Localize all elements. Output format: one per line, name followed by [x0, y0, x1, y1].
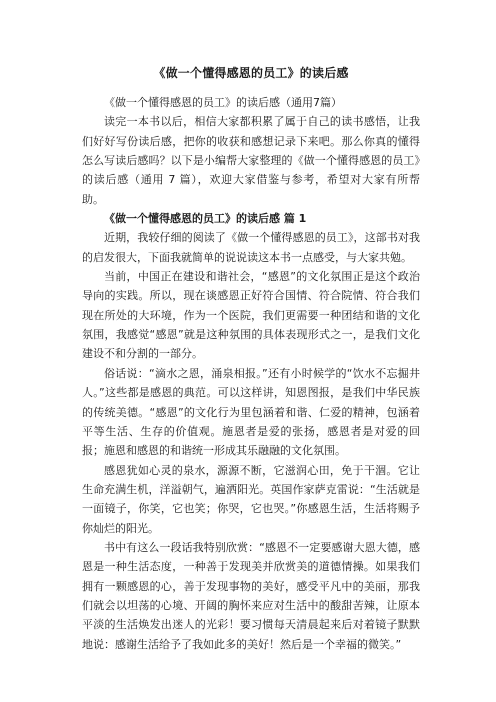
document-title: 《做一个懂得感恩的员工》的读后感 [153, 66, 349, 80]
body-paragraph: 当前，中国正在建设和谐社会，“感恩”的文化氛围正是这个政治导向的实践。所以，现在谈感恩正好符合国情、符合院情、符合我们现在所处的大环境，作为一个医院，我们更需要一种团结和谐的文化氛围，我感觉“感恩”就是这种氛围的具体表现形式之一，是我们文化建设不和分割的一部分。 [82, 270, 420, 361]
body-paragraph: 书中有这么一段话我特别欣赏：“感恩不一定要感谢大恩大德，感恩是一种生活态度，一种善于发现美并欣赏美的道德情操。如果我们拥有一颗感恩的心，善于发现事物的美好，感受平凡中的美丽，那我们就会以坦荡的心境、开阔的胸怀来应对生活中的酸甜苦辣，让原本平淡的生活焕发出迷人的光彩！要习惯每天清晨起来后对着镜子默默地说：感谢生活给予了我如此多的美好！然后是一个幸福的微笑。” [82, 540, 420, 651]
body-paragraph: 近期，我较仔细的阅读了《做一个懂得感恩的员工》，这部书对我的启发很大，下面我就简单的说说读这本书一点感受，与大家共勉。 [82, 231, 420, 264]
section-heading: 《做一个懂得感恩的员工》的读后感 篇 1 [104, 212, 307, 226]
body-paragraph: 俗话说：“滴水之恩，涌泉相报。”还有小时候学的“饮水不忘掘井人。”这些都是感恩的典范。可以这样讲，知恩图报，是我们中华民族的传统美德。“感恩”的文化行为里包涵着和谐、仁爱的精神，包涵着平等生活、生存的价值观。施恩者是爱的张扬，感恩者是对爱的回报；施恩和感恩的和谐统一形成其乐融融的文化氛围。 [82, 366, 420, 458]
intro-paragraph: 读完一本书以后，相信大家都积累了属于自己的读书感悟，让我们好好写份读后感，把你的收获和感想记录下来吧。那么你真的懂得怎么写读后感吗？以下是小编帮大家整理的《做一个懂得感恩的员工》的读后感（通用 7 篇），欢迎大家借鉴与参考，希望对大家有所帮助。 [82, 115, 420, 206]
body-paragraph: 感恩犹如心灵的泉水，源源不断，它滋润心田，免于干涸。它让生命充满生机，洋溢朝气，遍洒阳光。英国作家萨克雷说：“生活就是一面镜子，你笑，它也笑；你哭，它也哭。”你感恩生活，生活将赐予你灿烂的阳光。 [82, 463, 420, 535]
intro-heading: 《做一个懂得感恩的员工》的读后感（通用7篇） [104, 96, 342, 109]
